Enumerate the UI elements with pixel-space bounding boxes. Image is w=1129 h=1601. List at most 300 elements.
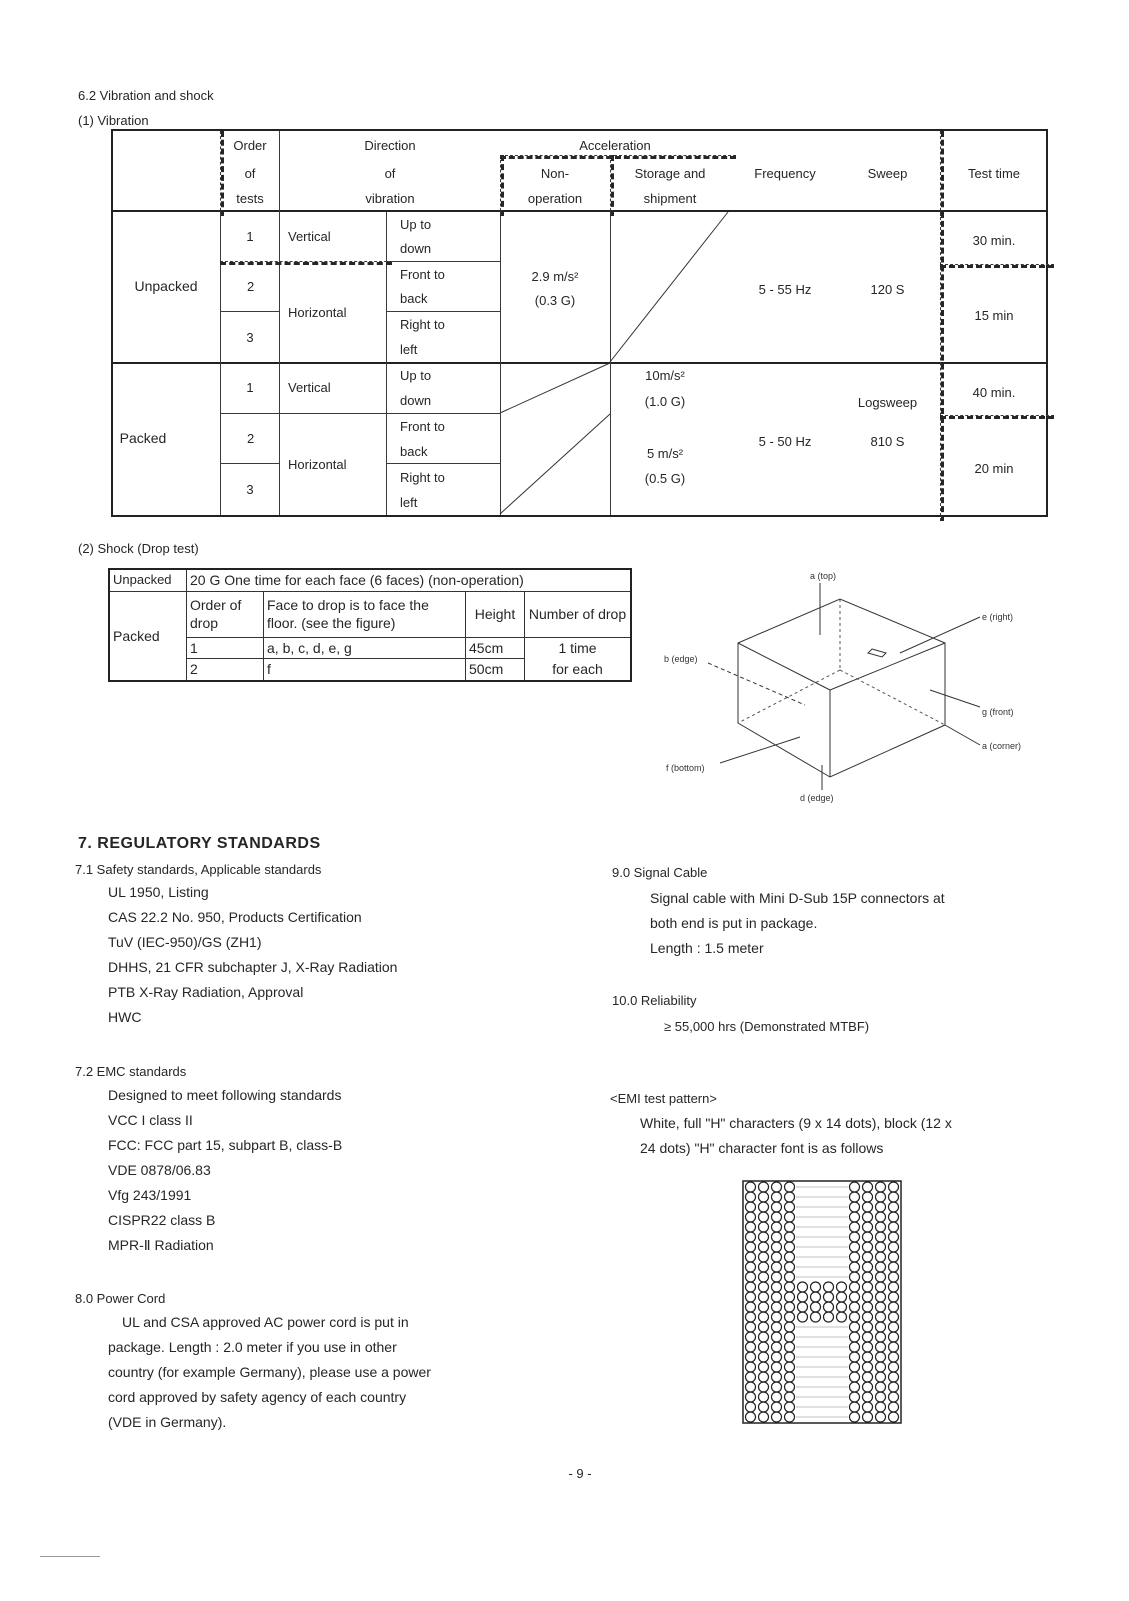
- drop-number-2: for each: [552, 660, 603, 677]
- h-grid-dot: [876, 1262, 886, 1272]
- h-grid-dot: [759, 1332, 769, 1342]
- drop-test-table: [108, 568, 632, 682]
- s71-item: PTB X-Ray Radiation, Approval: [108, 984, 304, 1000]
- h-grid-dot: [824, 1292, 834, 1302]
- h-grid-dot: [850, 1392, 860, 1402]
- h-grid-dot: [889, 1302, 899, 1312]
- unpacked-horizontal: Horizontal: [288, 305, 347, 320]
- h-grid-dot: [889, 1322, 899, 1332]
- packed-time-1: 40 min.: [972, 385, 1016, 400]
- h-grid-dot: [850, 1262, 860, 1272]
- fig-label-right-top: e (right): [982, 612, 1014, 622]
- h-grid-dot: [889, 1312, 899, 1322]
- packed-dir-1a: Up to: [400, 368, 432, 383]
- s71-item: TuV (IEC-950)/GS (ZH1): [108, 934, 262, 950]
- h-grid-dot: [850, 1182, 860, 1192]
- packed-dir-2b: back: [400, 444, 428, 459]
- h-grid-dot: [798, 1292, 808, 1302]
- h-grid-dot: [746, 1412, 756, 1422]
- h-grid-dot: [863, 1292, 873, 1302]
- h-grid-dot: [876, 1252, 886, 1262]
- h-grid-dot: [889, 1192, 899, 1202]
- h-grid-dot: [863, 1392, 873, 1402]
- h-grid-dot: [746, 1392, 756, 1402]
- s80-line: country (for example Germany), please use a power: [108, 1364, 431, 1380]
- h-grid-dot: [772, 1402, 782, 1412]
- h-grid-dot: [759, 1292, 769, 1302]
- h-grid-dot: [746, 1282, 756, 1292]
- h-grid-dot: [850, 1232, 860, 1242]
- h-grid-dot: [746, 1372, 756, 1382]
- h-grid-dot: [759, 1202, 769, 1212]
- header-sweep: Sweep: [867, 166, 908, 181]
- header-nonop-2: operation: [527, 191, 583, 206]
- drop-col-height: Height: [466, 591, 525, 637]
- s90-line: both end is put in package.: [650, 915, 818, 931]
- h-grid-dot: [837, 1282, 847, 1292]
- s80-line: (VDE in Germany).: [108, 1414, 227, 1430]
- h-grid-dot: [876, 1332, 886, 1342]
- h-grid-dot: [746, 1402, 756, 1412]
- h-grid-dot: [759, 1242, 769, 1252]
- h-grid-dot: [772, 1332, 782, 1342]
- h-grid-dot: [811, 1312, 821, 1322]
- scan-mark: [40, 1556, 100, 1557]
- s72-item: VDE 0878/06.83: [108, 1162, 211, 1178]
- h-grid-dot: [785, 1182, 795, 1192]
- unpacked-label: Unpacked: [134, 278, 198, 294]
- section-80-title: 8.0 Power Cord: [75, 1291, 166, 1306]
- h-grid-dot: [863, 1302, 873, 1312]
- h-grid-dot: [876, 1322, 886, 1332]
- section-72-list: [108, 1083, 342, 1258]
- h-grid-dot: [850, 1192, 860, 1202]
- fig-label-corner: a (corner): [982, 741, 1022, 751]
- h-grid-dot: [785, 1372, 795, 1382]
- header-storage-1: Storage and: [634, 166, 706, 181]
- h-grid-dot: [850, 1352, 860, 1362]
- h-grid-dot: [785, 1232, 795, 1242]
- h-grid-dot: [785, 1252, 795, 1262]
- h-grid-dot: [759, 1272, 769, 1282]
- packed-time-2: 20 min: [974, 461, 1014, 476]
- s72-item: Designed to meet following standards: [108, 1087, 342, 1103]
- h-grid-dot: [850, 1332, 860, 1342]
- h-grid-dot: [889, 1182, 899, 1192]
- h-grid-dot: [863, 1312, 873, 1322]
- s72-item: CISPR22 class B: [108, 1212, 216, 1228]
- h-grid-dot: [876, 1272, 886, 1282]
- h-grid-dot: [785, 1392, 795, 1402]
- emi-text: [640, 1111, 952, 1161]
- h-grid-dot: [889, 1342, 899, 1352]
- h-grid-dot: [876, 1402, 886, 1412]
- h-grid-dot: [889, 1352, 899, 1362]
- packed-label: Packed: [119, 430, 167, 446]
- h-grid-dot: [863, 1402, 873, 1412]
- h-grid-dot: [772, 1312, 782, 1322]
- h-grid-dot: [876, 1242, 886, 1252]
- section-90-title: 9.0 Signal Cable: [612, 865, 708, 880]
- h-grid-dot: [863, 1252, 873, 1262]
- h-grid-dot: [746, 1192, 756, 1202]
- h-grid-dot: [759, 1402, 769, 1412]
- h-grid-dot: [785, 1272, 795, 1282]
- drop-row2-faces: f: [264, 659, 466, 681]
- h-grid-dot: [824, 1312, 834, 1322]
- h-grid-dot: [772, 1292, 782, 1302]
- h-grid-dot: [889, 1382, 899, 1392]
- h-grid-dot: [889, 1292, 899, 1302]
- h-grid-dot: [889, 1372, 899, 1382]
- h-grid-dot: [863, 1352, 873, 1362]
- packed-horizontal: Horizontal: [288, 457, 347, 472]
- header-direction-2: of: [384, 166, 396, 181]
- h-grid-dot: [772, 1232, 782, 1242]
- h-grid-dot: [837, 1302, 847, 1312]
- packed-dir-3a: Right to: [400, 470, 445, 485]
- h-grid-dot: [850, 1382, 860, 1392]
- h-grid-dot: [759, 1362, 769, 1372]
- unpacked-dir-1b: down: [400, 241, 432, 256]
- h-grid-dot: [772, 1262, 782, 1272]
- s90-line: Signal cable with Mini D-Sub 15P connectors at: [650, 890, 945, 906]
- h-grid-dot: [837, 1312, 847, 1322]
- h-grid-dot: [772, 1302, 782, 1312]
- h-grid-dot: [746, 1182, 756, 1192]
- h-grid-dot: [759, 1282, 769, 1292]
- h-grid-dot: [746, 1352, 756, 1362]
- packed-sweep-type: Logsweep: [857, 395, 918, 410]
- h-grid-dot: [863, 1202, 873, 1212]
- s80-line: cord approved by safety agency of each country: [108, 1389, 407, 1405]
- drop-col-face: Face to drop is to face the floor. (see the figure): [264, 591, 466, 637]
- drop-row1-height: 45cm: [466, 637, 525, 659]
- unpacked-dir-2b: back: [400, 291, 428, 306]
- h-grid-dot: [772, 1282, 782, 1292]
- h-grid-dot: [772, 1362, 782, 1372]
- h-grid-dot: [863, 1242, 873, 1252]
- h-grid-dot: [759, 1382, 769, 1392]
- h-grid-dot: [876, 1392, 886, 1402]
- drop-row1-order: 1: [187, 637, 264, 659]
- s71-item: HWC: [108, 1009, 142, 1025]
- h-grid-dot: [889, 1332, 899, 1342]
- drop-row2-order: 2: [187, 659, 264, 681]
- h-grid-dot: [746, 1242, 756, 1252]
- packed-dir-2a: Front to: [400, 419, 445, 434]
- h-grid-dot: [772, 1412, 782, 1422]
- header-nonop-1: Non-: [540, 166, 570, 181]
- unpacked-frequency: 5 - 55 Hz: [758, 282, 812, 297]
- h-grid-dot: [824, 1282, 834, 1292]
- h-grid-dot: [785, 1362, 795, 1372]
- unpacked-time-2: 15 min: [974, 308, 1014, 323]
- h-grid-dot: [772, 1342, 782, 1352]
- drop-face-cube-figure: [650, 565, 1050, 815]
- h-grid-dot: [811, 1302, 821, 1312]
- h-grid-dot: [798, 1312, 808, 1322]
- h-grid-dot: [746, 1262, 756, 1272]
- h-grid-dot: [772, 1202, 782, 1212]
- h-grid-dot: [798, 1302, 808, 1312]
- s80-line: package. Length : 2.0 meter if you use in other: [108, 1339, 397, 1355]
- s72-item: VCC I class II: [108, 1112, 193, 1128]
- h-grid-dot: [863, 1322, 873, 1332]
- drop-unpacked-text: 20 G One time for each face (6 faces) (non-operation): [187, 569, 632, 591]
- unpacked-order-1: 1: [246, 229, 254, 244]
- page-number: - 9 -: [568, 1466, 592, 1481]
- unpacked-time-1: 30 min.: [972, 233, 1016, 248]
- h-grid-dot: [785, 1282, 795, 1292]
- h-grid-dot: [863, 1412, 873, 1422]
- h-grid-dot: [889, 1202, 899, 1212]
- h-grid-dot: [759, 1392, 769, 1402]
- unpacked-sweep: 120 S: [870, 282, 905, 297]
- drop-row2-height: 50cm: [466, 659, 525, 681]
- emi-line: White, full "H" characters (9 x 14 dots), block (12 x: [640, 1115, 952, 1131]
- h-grid-dot: [850, 1252, 860, 1262]
- section-80-text: [108, 1310, 431, 1435]
- drop-packed-label: Packed: [109, 591, 187, 681]
- header-order-3: tests: [236, 191, 264, 206]
- h-grid-dot: [850, 1402, 860, 1412]
- section-100-title: 10.0 Reliability: [612, 993, 697, 1008]
- h-grid-dot: [746, 1362, 756, 1372]
- h-grid-dot: [746, 1292, 756, 1302]
- packed-dir-1b: down: [400, 393, 432, 408]
- drop-row1-faces: a, b, c, d, e, g: [264, 637, 466, 659]
- h-grid-dot: [863, 1372, 873, 1382]
- h-grid-dot: [798, 1282, 808, 1292]
- h-grid-dot: [785, 1202, 795, 1212]
- h-grid-dot: [785, 1222, 795, 1232]
- emi-title: <EMI test pattern>: [610, 1091, 717, 1106]
- h-grid-dot: [785, 1212, 795, 1222]
- h-grid-dot: [863, 1382, 873, 1392]
- h-grid-dot: [759, 1212, 769, 1222]
- header-storage-2: shipment: [643, 191, 697, 206]
- h-grid-dot: [785, 1332, 795, 1342]
- h-grid-dot: [746, 1322, 756, 1332]
- emi-line: 24 dots) "H" character font is as follows: [640, 1140, 884, 1156]
- h-grid-dot: [772, 1212, 782, 1222]
- h-grid-dot: [746, 1212, 756, 1222]
- h-grid-dot: [759, 1192, 769, 1202]
- header-frequency: Frequency: [754, 166, 816, 181]
- h-grid-dot: [772, 1382, 782, 1392]
- packed-vertical: Vertical: [288, 380, 331, 395]
- h-grid-dot: [850, 1272, 860, 1282]
- h-grid-dot: [746, 1302, 756, 1312]
- h-grid-dot: [785, 1352, 795, 1362]
- h-grid-dot: [850, 1302, 860, 1312]
- emi-h-character-grid: [742, 1180, 902, 1424]
- h-grid-dot: [850, 1292, 860, 1302]
- h-grid-dot: [876, 1202, 886, 1212]
- packed-dir-3b: left: [400, 495, 418, 510]
- h-grid-dot: [759, 1222, 769, 1232]
- h-grid-dot: [876, 1362, 886, 1372]
- drop-number-cell: [525, 637, 632, 681]
- h-grid-dot: [863, 1222, 873, 1232]
- h-grid-dot: [746, 1312, 756, 1322]
- h-grid-dot: [863, 1232, 873, 1242]
- h-grid-dot: [746, 1382, 756, 1392]
- unpacked-vertical: Vertical: [288, 229, 331, 244]
- h-grid-dot: [863, 1282, 873, 1292]
- unpacked-dir-1a: Up to: [400, 217, 432, 232]
- packed-order-3: 3: [246, 482, 254, 497]
- h-grid-dot: [850, 1372, 860, 1382]
- h-grid-frame: [743, 1181, 901, 1423]
- h-grid-dot: [889, 1402, 899, 1412]
- s71-item: DHHS, 21 CFR subchapter J, X-Ray Radiation: [108, 959, 398, 975]
- h-grid-dot: [785, 1242, 795, 1252]
- s72-item: MPR-Ⅱ Radiation: [108, 1237, 214, 1253]
- h-grid-dot: [785, 1262, 795, 1272]
- section-90-text: [650, 886, 945, 961]
- packed-storage-2g: (0.5 G): [644, 471, 686, 486]
- h-grid-dot: [785, 1192, 795, 1202]
- vibration-subtitle: (1) Vibration: [78, 113, 149, 128]
- h-grid-dot: [824, 1302, 834, 1312]
- h-grid-dot: [850, 1312, 860, 1322]
- h-grid-dot: [889, 1222, 899, 1232]
- h-grid-dot: [772, 1322, 782, 1332]
- header-direction-1: Direction: [364, 138, 416, 153]
- h-grid-dot: [876, 1292, 886, 1302]
- h-grid-dot: [811, 1292, 821, 1302]
- fig-label-edge-d: d (edge): [800, 793, 834, 803]
- h-grid-dot: [785, 1342, 795, 1352]
- h-grid-dot: [863, 1332, 873, 1342]
- h-grid-dot: [850, 1242, 860, 1252]
- header-acceleration: Acceleration: [579, 138, 651, 153]
- h-grid-dot: [876, 1282, 886, 1292]
- h-grid-dot: [772, 1252, 782, 1262]
- header-order-2: of: [244, 166, 256, 181]
- fig-label-bottom: f (bottom): [666, 763, 705, 773]
- unpacked-order-3: 3: [246, 330, 254, 345]
- h-grid-dot: [876, 1372, 886, 1382]
- packed-frequency: 5 - 50 Hz: [758, 434, 812, 449]
- h-grid-dot: [863, 1362, 873, 1372]
- h-grid-dot: [889, 1392, 899, 1402]
- h-grid-dot: [876, 1352, 886, 1362]
- h-grid-dot: [863, 1272, 873, 1282]
- unpacked-dir-3b: left: [400, 342, 418, 357]
- h-grid-dot: [850, 1412, 860, 1422]
- h-grid-dot: [876, 1192, 886, 1202]
- packed-sweep: 810 S: [870, 434, 905, 449]
- s80-line: UL and CSA approved AC power cord is put in: [122, 1314, 409, 1330]
- h-grid-dot: [759, 1312, 769, 1322]
- h-grid-dot: [772, 1352, 782, 1362]
- h-grid-dot: [876, 1232, 886, 1242]
- h-grid-dot: [772, 1242, 782, 1252]
- h-grid-dot: [759, 1252, 769, 1262]
- h-grid-dot: [746, 1342, 756, 1352]
- drop-number-1: 1 time: [558, 639, 597, 656]
- h-grid-dot: [889, 1252, 899, 1262]
- h-grid-dot: [876, 1342, 886, 1352]
- h-grid-dot: [785, 1292, 795, 1302]
- section-71-title: 7.1 Safety standards, Applicable standards: [75, 862, 322, 877]
- s90-line: Length : 1.5 meter: [650, 940, 764, 956]
- drop-col-order: Order of drop: [187, 591, 264, 637]
- unpacked-nonop-value: 2.9 m/s²: [531, 269, 579, 284]
- section-71-list: [108, 880, 397, 1030]
- s72-item: FCC: FCC part 15, subpart B, class-B: [108, 1137, 343, 1153]
- section-62-title: 6.2 Vibration and shock: [78, 88, 214, 103]
- h-grid-dot: [889, 1272, 899, 1282]
- drop-col-number: Number of drop: [525, 591, 632, 637]
- h-grid-dot: [772, 1392, 782, 1402]
- h-grid-dot: [876, 1182, 886, 1192]
- h-grid-dot: [746, 1332, 756, 1342]
- packed-order-2: 2: [247, 431, 255, 446]
- s71-item: UL 1950, Listing: [108, 884, 209, 900]
- h-grid-dot: [863, 1182, 873, 1192]
- h-grid-dot: [863, 1262, 873, 1272]
- h-grid-dot: [889, 1282, 899, 1292]
- h-grid-dot: [876, 1312, 886, 1322]
- h-grid-dot: [863, 1212, 873, 1222]
- h-grid-dot: [876, 1222, 886, 1232]
- h-grid-dot: [850, 1212, 860, 1222]
- header-direction-3: vibration: [365, 191, 415, 206]
- section-100-text: ≥ 55,000 hrs (Demonstrated MTBF): [664, 1019, 870, 1034]
- h-grid-dot: [876, 1212, 886, 1222]
- unpacked-dir-2a: Front to: [400, 267, 445, 282]
- h-grid-dot: [759, 1232, 769, 1242]
- unpacked-order-2: 2: [247, 279, 255, 294]
- h-grid-dot: [759, 1372, 769, 1382]
- h-grid-dot: [746, 1222, 756, 1232]
- h-grid-dot: [876, 1382, 886, 1392]
- h-grid-dot: [759, 1412, 769, 1422]
- h-grid-dot: [785, 1382, 795, 1392]
- section-72-title: 7.2 EMC standards: [75, 1064, 187, 1079]
- h-grid-dot: [837, 1292, 847, 1302]
- h-grid-dot: [772, 1192, 782, 1202]
- h-grid-dot: [785, 1322, 795, 1332]
- h-grid-dot: [876, 1302, 886, 1312]
- s71-item: CAS 22.2 No. 950, Products Certification: [108, 909, 362, 925]
- unpacked-nonop-g: (0.3 G): [534, 293, 576, 308]
- h-grid-dot: [746, 1202, 756, 1212]
- h-grid-dot: [746, 1272, 756, 1282]
- packed-order-1: 1: [246, 380, 254, 395]
- h-grid-dot: [772, 1372, 782, 1382]
- h-grid-dot: [889, 1212, 899, 1222]
- h-grid-dot: [889, 1412, 899, 1422]
- h-grid-dot: [850, 1222, 860, 1232]
- h-grid-dot: [759, 1352, 769, 1362]
- h-grid-dot: [850, 1282, 860, 1292]
- h-grid-dot: [746, 1232, 756, 1242]
- h-grid-dot: [785, 1302, 795, 1312]
- h-grid-dot: [785, 1402, 795, 1412]
- h-grid-dot: [889, 1242, 899, 1252]
- h-grid-dot: [759, 1262, 769, 1272]
- header-testtime: Test time: [967, 166, 1020, 181]
- packed-storage-1g: (1.0 G): [644, 394, 686, 409]
- h-grid-dot: [759, 1342, 769, 1352]
- fig-label-edge-b: b (edge): [664, 654, 698, 664]
- h-grid-dot: [889, 1362, 899, 1372]
